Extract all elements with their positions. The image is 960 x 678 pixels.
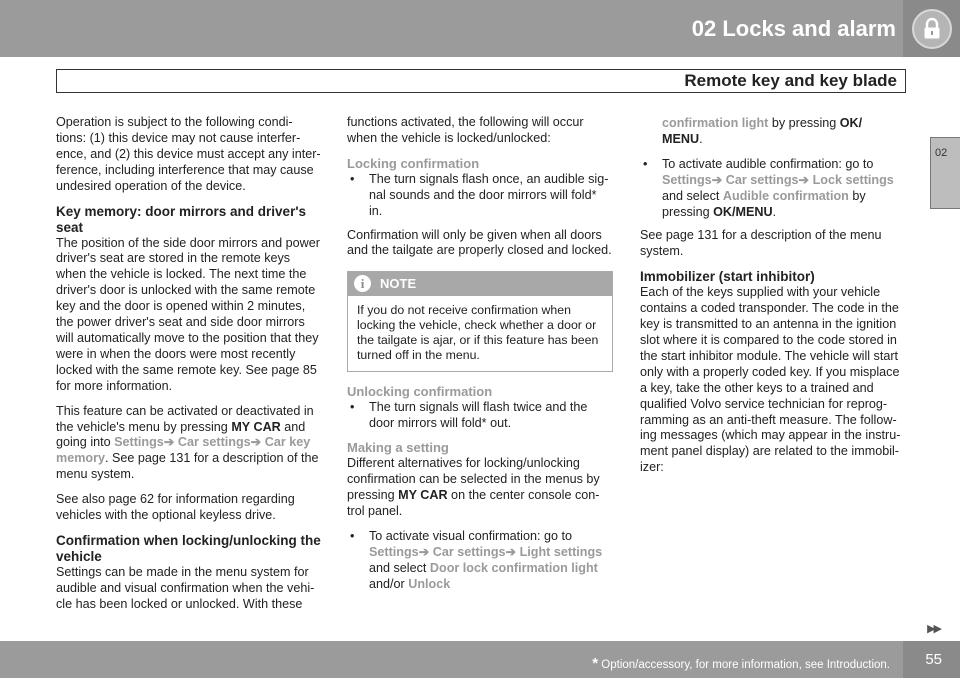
heading-confirmation: Confirmation when locking/unlocking the vehicle (56, 532, 321, 564)
menu-path-item: Lock settings (812, 172, 894, 187)
arrow-right-icon: ➔ (505, 544, 517, 559)
bullet-icon: • (350, 400, 355, 415)
footer-bar (0, 641, 960, 678)
menu-path-item: Audible confirmation (722, 188, 849, 203)
menu-path-item: Door lock confirmation light (429, 560, 598, 575)
chapter-tab (930, 137, 960, 209)
chapter-icon-box (903, 0, 960, 57)
note-box (347, 271, 613, 372)
button-name: OK/MENU (713, 204, 773, 219)
list-item: • The turn signals will flash twice and the door mirrors will fold* out. (350, 400, 588, 431)
page-number: 55 (925, 651, 942, 668)
menu-path-item: Car settings (432, 544, 506, 559)
paragraph: Confirmation will only be given when all doors and the tailgate are properly closed and locked. (347, 227, 612, 258)
chapter-tab-label: 02 (935, 147, 948, 159)
bullet-icon: • (350, 528, 355, 543)
arrow-right-icon: ➔ (798, 172, 810, 187)
paragraph: confirmation light by pressing OK/ MENU. (662, 116, 863, 146)
menu-path-item: Settings (114, 435, 164, 450)
lock-icon (912, 9, 952, 49)
paragraph: The position of the side door mirrors and power driver's seat are stored in the remote keys when the vehicle is locked. The next time the driver's door is unlocked with the same remote key and the door is opened within 2 minutes, the power driver's seat and side door mirrors will automatically move to the position that they were in when the doors were most recently locked with the same remote key. See page 85 for more information. (56, 235, 320, 393)
bullet-icon: • (643, 156, 648, 171)
list-item: • To activate audible confirmation: go to Settings➔ Car settings➔ Lock settings and select Audible confirmation by pressing OK/MENU. (643, 156, 894, 219)
note-label: NOTE (380, 276, 417, 292)
arrow-right-icon: ➔ (418, 544, 430, 559)
paragraph: Settings can be made in the menu system for audible and visual confirmation when the vehi-cle has been locked or unlocked. With these (56, 564, 315, 611)
button-name: OK/ MENU (662, 116, 863, 146)
list-item: • To activate visual confirmation: go to Settings➔ Car settings➔ Light settings and select Door lock confirmation light and/or Unlock (350, 528, 603, 591)
footnote: * Option/accessory, for more information, see Introduction. (592, 655, 890, 672)
button-name: MY CAR (398, 487, 448, 502)
paragraph: Different alternatives for locking/unlocking confirmation can be selected in the menus by pressing MY CAR on the center console con-trol panel. (347, 456, 600, 518)
menu-path-item: Unlock (408, 576, 451, 591)
arrow-right-icon: ➔ (711, 172, 723, 187)
note-header (348, 272, 612, 296)
column-1 (56, 115, 322, 622)
menu-path-item: Car settings (725, 172, 799, 187)
heading-locking-confirmation: Locking confirmation (347, 155, 480, 171)
paragraph: functions activated, the following will occur when the vehicle is locked/unlocked: (347, 115, 584, 145)
arrow-right-icon: ➔ (163, 435, 175, 450)
note-text: If you do not receive confirmation when locking the vehicle, check whether a door or the tailgate is ajar, or if this feature has been turned off in the menu. (357, 303, 599, 363)
menu-path-item: Car key memory (56, 435, 311, 466)
bullet-icon: • (350, 171, 355, 186)
heading-unlocking-confirmation: Unlocking confirmation (347, 384, 493, 400)
heading-making-setting: Making a setting (347, 440, 449, 456)
next-page-marker: ▶▶ (927, 623, 940, 635)
heading-key-memory: Key memory: door mirrors and driver's seat (56, 203, 307, 235)
section-title-box (56, 69, 906, 93)
chapter-title: 02 Locks and alarm (691, 16, 896, 41)
list-item: • The turn signals flash once, an audible sig-nal sounds and the door mirrors will fold* in. (350, 171, 609, 218)
column-2 (347, 115, 613, 600)
menu-path-item: Light settings (519, 544, 603, 559)
section-title: Remote key and key blade (684, 71, 897, 90)
column-3 (640, 116, 906, 485)
menu-path-item: Car settings (177, 435, 251, 450)
page-number-box (903, 641, 960, 678)
menu-path-item: Settings (369, 544, 419, 559)
paragraph: Operation is subject to the following condi-tions: (1) this device may not cause interfer-ence, and (2) this device must accept any inter-ference, including interference that may cause undesired operation of the device. (56, 115, 321, 193)
paragraph: Each of the keys supplied with your vehicle contains a coded transponder. The code in the key is transmitted to an antenna in the ignition slot where it is compared to the code stored in the start inhibitor module. The vehicle will start only with a properly coded key. If you misplace a key, take the other keys to a trained and qualified Volvo service technician for reprog-ramming as an anti-theft measure. The follow-ing messages (which may appear in the instru-ment panel display) are related to the immobil-izer: (640, 285, 901, 475)
heading-immobilizer: Immobilizer (start inhibitor) (640, 269, 815, 285)
button-name: MY CAR (231, 419, 281, 434)
menu-path-item: Settings (662, 172, 712, 187)
paragraph: This feature can be activated or deactivated in the vehicle's menu by pressing MY CAR and going into Settings➔ Car settings➔ Car key memory. See page 131 for a description of the menu system. (56, 403, 319, 482)
paragraph: See page 131 for a description of the menu system. (640, 228, 882, 259)
menu-path-item: confirmation light (662, 116, 769, 130)
info-icon: i (354, 275, 371, 292)
footnote-star: * (592, 655, 599, 672)
arrow-right-icon: ➔ (250, 435, 262, 450)
paragraph: See also page 62 for information regarding vehicles with the optional keyless drive. (56, 492, 295, 523)
chapter-header-bar (0, 0, 960, 57)
